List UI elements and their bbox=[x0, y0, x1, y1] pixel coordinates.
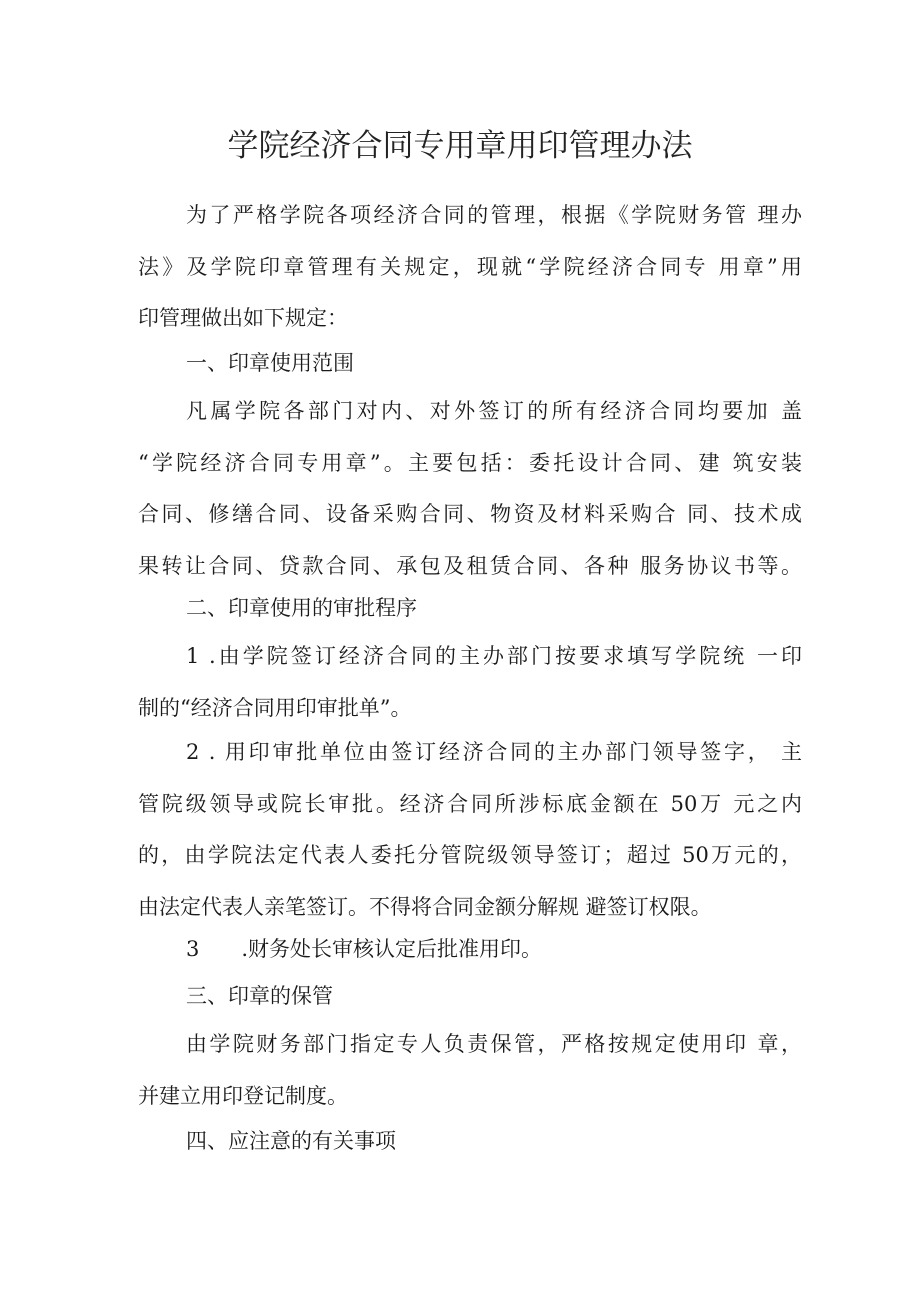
section-heading-1: 一、印章使用范围 bbox=[186, 351, 354, 375]
intro-line-1: 为了严格学院各项经济合同的管理，根据《学院财务管 理办 bbox=[186, 203, 802, 227]
section-heading-2: 二、印章使用的审批程序 bbox=[186, 596, 417, 620]
section2-item1 bbox=[138, 631, 802, 734]
section2-item3 bbox=[138, 924, 802, 976]
section2-item2-line-3: 的，由学院法定代表人委托分管院级领导签订；超过 50万元的， bbox=[138, 843, 802, 867]
intro-line-2: 法》及学院印章管理有关规定，现就“学院经济合同专 用章”用 bbox=[138, 254, 802, 279]
section2-item2-line-1: 2 . 用印审批单位由签订经济合同的主办部门领导签字， 主 bbox=[186, 740, 802, 764]
intro-line-3: 印管理做出如下规定： bbox=[138, 306, 348, 330]
section2-item1-line-1: 1 .由学院签订经济合同的主办部门按要求填写学院统 一印 bbox=[186, 644, 802, 668]
section1-line-3: 合同、修缮合同、设备采购合同、物资及材料采购合 同、技术成 bbox=[138, 502, 802, 526]
section2-item2-line-4: 由法定代表人亲笔签订。不得将合同金额分解规 避签订权限。 bbox=[138, 894, 712, 919]
intro-paragraph bbox=[138, 190, 802, 345]
section1-line-1: 凡属学院各部门对内、对外签订的所有经济合同均要加 盖 bbox=[186, 399, 802, 423]
section3-line-1: 由学院财务部门指定专人负责保管，严格按规定使用印 章， bbox=[186, 1032, 802, 1056]
section3-paragraph bbox=[138, 1019, 802, 1122]
section1-line-4: 果转让合同、贷款合同、承包及租赁合同、各种 服务协议书等。 bbox=[138, 553, 802, 578]
section3-line-2: 并建立用印登记制度。 bbox=[138, 1083, 348, 1108]
section2-item2 bbox=[138, 727, 802, 933]
section2-item2-line-2: 管院级领导或院长审批。经济合同所涉标底金额在 50万 元之内 bbox=[138, 791, 802, 816]
section1-paragraph bbox=[138, 386, 802, 592]
section-heading-4: 四、应注意的有关事项 bbox=[186, 1129, 396, 1153]
section-heading-3: 三、印章的保管 bbox=[186, 984, 333, 1008]
section2-item1-line-2: 制的“经济合同用印审批单”。 bbox=[138, 695, 412, 720]
section1-line-2: “学院经济合同专用章”。主要包括：委托设计合同、建 筑安装 bbox=[138, 450, 802, 475]
section2-item3-line-1: 3 .财务处长审核认定后批准用印。 bbox=[186, 937, 543, 961]
document-title: 学院经济合同专用章用印管理办法 bbox=[227, 128, 693, 164]
